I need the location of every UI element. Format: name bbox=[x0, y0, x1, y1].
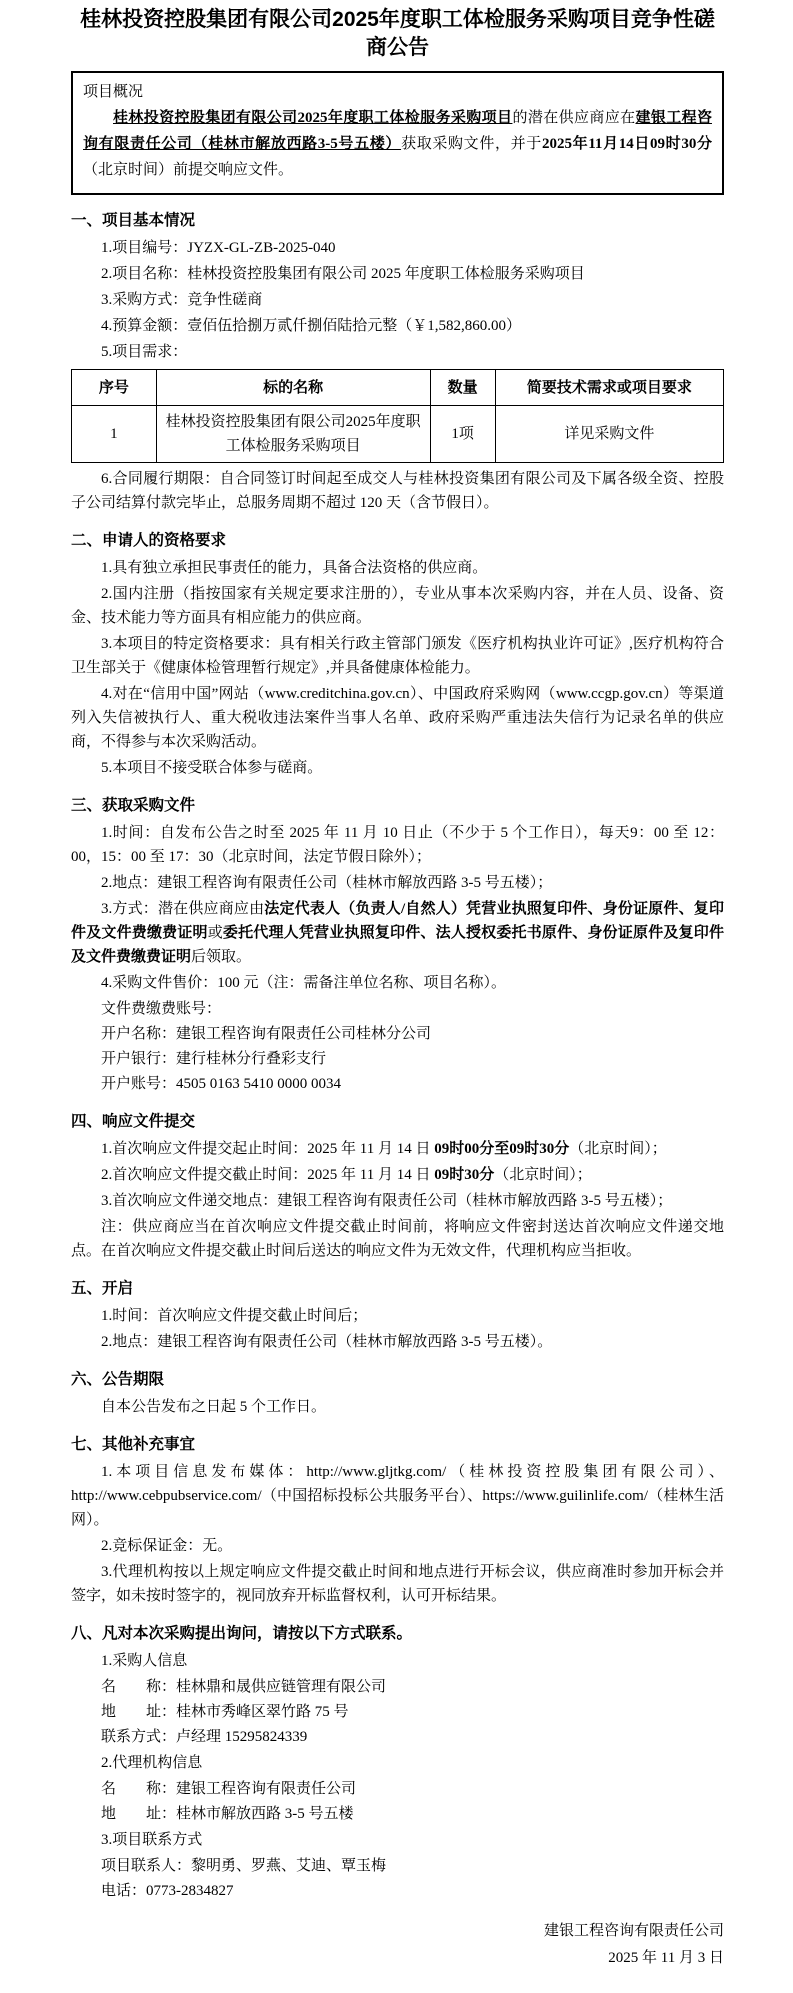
overview-text-2: 获取采购文件，并于 bbox=[401, 136, 542, 152]
project-contact-label: 3.项目联系方式 bbox=[101, 1832, 203, 1848]
table-header-row bbox=[72, 370, 724, 406]
opening-location: 2.地点：建银工程咨询有限责任公司（桂林市解放西路 3-5 号五楼）。 bbox=[101, 1334, 553, 1350]
section-opening bbox=[71, 1277, 724, 1354]
obtain-method-text-3: 后领取。 bbox=[191, 949, 252, 965]
obtain-location: 2.地点：建银工程咨询有限责任公司（桂林市解放西路 3-5 号五楼）； bbox=[101, 875, 553, 891]
buyer-address: 地 址：桂林市秀峰区翠竹路 75 号 bbox=[101, 1704, 349, 1720]
submission-time-range: 09时00分至09时30分 bbox=[434, 1141, 570, 1157]
item-budget-amount: 4.预算金额：壹佰伍拾捌万贰仟捌佰陆拾元整（￥1,582,860.00） bbox=[101, 318, 522, 334]
qualification-item-3: 3.本项目的特定资格要求：具有相关行政主管部门颁发《医疗机构执业许可证》,医疗机构符合卫生部关于《健康体检管理暂行规定》,并具备健康体检能力。 bbox=[71, 636, 724, 676]
fee-account-label: 文件费缴费账号： bbox=[101, 1001, 222, 1017]
section-response-submission-heading: 四、响应文件提交 bbox=[71, 1113, 196, 1130]
section-qualification-heading: 二、申请人的资格要求 bbox=[71, 532, 227, 549]
item-project-number: 1.项目编号：JYZX-GL-ZB-2025-040 bbox=[101, 240, 336, 256]
section-basic-info bbox=[71, 209, 724, 515]
header-requirements: 简要技术需求或项目要求 bbox=[495, 370, 723, 406]
opening-meeting-rule: 3.代理机构按以上规定响应文件提交截止时间和地点进行开标会议，供应商准时参加开标会并签字，如未按时签字的，视同放弃开标监督权利，认可开标结果。 bbox=[71, 1564, 724, 1604]
overview-deadline: 2025年11月14日09时30分 bbox=[541, 136, 712, 152]
table-row bbox=[72, 406, 724, 463]
submission-start-end-time bbox=[71, 1137, 724, 1161]
qualification-item-5: 5.本项目不接受联合体参与磋商。 bbox=[101, 760, 323, 776]
document-price: 4.采购文件售价：100 元（注：需备注单位名称、项目名称）。 bbox=[101, 975, 507, 991]
overview-text-3: （北京时间）前提交响应文件。 bbox=[83, 162, 294, 178]
obtain-method-agent: 委托代理人凭营业执照复印件、法人授权委托书原件、身份证原件及复印件及文件费缴费证明 bbox=[71, 925, 724, 965]
publish-media: 1.本项目信息发布媒体：http://www.gljtkg.com/（桂林投资控股集团有限公司）、http://www.cebpubservice.com/（中国招标投标公共服务平台）、https://www.guilinlife.com/（桂林生活网）。 bbox=[71, 1464, 724, 1528]
qualification-item-1: 1.具有独立承担民事责任的能力，具备合法资格的供应商。 bbox=[101, 560, 488, 576]
account-holder-name: 开户名称：建银工程咨询有限责任公司桂林分公司 bbox=[101, 1026, 432, 1042]
header-serial-number: 序号 bbox=[72, 370, 157, 406]
section-announcement-period-heading: 六、公告期限 bbox=[71, 1371, 165, 1388]
item-contract-period: 6.合同履行期限：自合同签订时间起至成交人与桂林投资集团有限公司及下属各级全资、控股子公司结算付款完毕止，总服务周期不超过 120 天（含节假日）。 bbox=[71, 471, 724, 511]
qualification-item-2: 2.国内注册（指按国家有关规定要求注册的），专业从事本次采购内容，并在人员、设备、资金、技术能力等方面具有相应能力的供应商。 bbox=[71, 586, 724, 626]
section-other-matters-heading: 七、其他补充事宜 bbox=[71, 1436, 196, 1453]
announcement-period-text: 自本公告发布之日起 5 个工作日。 bbox=[101, 1399, 327, 1415]
item-project-name: 2.项目名称：桂林投资控股集团有限公司 2025 年度职工体检服务采购项目 bbox=[101, 266, 585, 282]
project-contacts: 项目联系人：黎明勇、罗燕、艾迪、覃玉梅 bbox=[101, 1858, 387, 1874]
project-phone: 电话：0773-2834827 bbox=[101, 1883, 234, 1899]
section-announcement-period bbox=[71, 1368, 724, 1419]
section-contact bbox=[71, 1622, 724, 1903]
overview-agency-name: 建银工程咨询有限责任公司（桂林市解放西路3-5号五楼） bbox=[83, 110, 712, 152]
signature-date: 2025 年 11 月 3 日 bbox=[608, 1950, 724, 1966]
account-bank: 开户银行：建行桂林分行叠彩支行 bbox=[101, 1051, 327, 1067]
project-overview-box bbox=[71, 71, 724, 195]
obtain-method-text-1: 3.方式：潜在供应商应由 bbox=[101, 901, 265, 917]
deadline-text-2: （北京时间）； bbox=[494, 1167, 592, 1183]
qualification-item-4: 4.对在“信用中国”网站（www.creditchina.gov.cn）、中国政府采购网（www.ccgp.gov.cn）等渠道列入失信被执行人、重大税收违法案件当事人名单、政府采购严重违法失信行为记录名单的供应商，不得参与本次采购活动。 bbox=[71, 686, 724, 750]
obtain-method-text-2: 或 bbox=[207, 925, 223, 941]
cell-quantity: 1项 bbox=[430, 406, 495, 463]
obtain-time: 1.时间：自发布公告之时至 2025 年 11 月 10 日止（不少于 5 个工作日），每天9：00 至 12：00，15：00 至 17：30（北京时间，法定节假日除外）； bbox=[71, 825, 724, 865]
overview-text-1: 的潜在供应商应在 bbox=[512, 110, 636, 126]
agency-info-label: 2.代理机构信息 bbox=[101, 1755, 203, 1771]
agency-name: 名 称：建银工程咨询有限责任公司 bbox=[101, 1781, 357, 1797]
obtain-method-legal-rep: 法定代表人（负责人/自然人）凭营业执照复印件、身份证原件、复印件及文件费缴费证明 bbox=[71, 901, 724, 941]
bid-deposit: 2.竞标保证金：无。 bbox=[101, 1538, 233, 1554]
overview-label: 项目概况 bbox=[83, 84, 144, 100]
overview-paragraph bbox=[83, 105, 712, 183]
section-obtain-documents bbox=[71, 794, 724, 1096]
section-qualification bbox=[71, 529, 724, 780]
submission-location: 3.首次响应文件递交地点：建银工程咨询有限责任公司（桂林市解放西路 3-5 号五楼）； bbox=[101, 1193, 673, 1209]
submission-time-text-1: 1.首次响应文件提交起止时间：2025 年 11 月 14 日 bbox=[101, 1141, 435, 1157]
buyer-contact: 联系方式：卢经理 15295824339 bbox=[101, 1729, 308, 1745]
cell-serial-number: 1 bbox=[72, 406, 157, 463]
submission-note: 注：供应商应当在首次响应文件提交截止时间前，将响应文件密封送达首次响应文件递交地点。在首次响应文件提交截止时间后送达的响应文件为无效文件，代理机构应当拒收。 bbox=[71, 1219, 724, 1259]
cell-requirements: 详见采购文件 bbox=[495, 406, 723, 463]
item-project-demand: 5.项目需求： bbox=[101, 344, 188, 360]
buyer-info-label: 1.采购人信息 bbox=[101, 1653, 188, 1669]
submission-deadline bbox=[71, 1163, 724, 1187]
deadline-time: 09时30分 bbox=[434, 1167, 495, 1183]
buyer-name: 名 称：桂林鼎和晟供应链管理有限公司 bbox=[101, 1679, 387, 1695]
requirement-table bbox=[71, 369, 724, 463]
agency-address: 地 址：桂林市解放西路 3-5 号五楼 bbox=[101, 1806, 354, 1822]
cell-subject-name: 桂林投资控股集团有限公司2025年度职工体检服务采购项目 bbox=[156, 406, 430, 463]
signature-org: 建银工程咨询有限责任公司 bbox=[543, 1923, 724, 1939]
header-quantity: 数量 bbox=[430, 370, 495, 406]
overview-project-name: 桂林投资控股集团有限公司2025年度职工体检服务采购项目 bbox=[113, 110, 513, 126]
section-contact-heading: 八、凡对本次采购提出询问，请按以下方式联系。 bbox=[71, 1625, 413, 1642]
section-opening-heading: 五、开启 bbox=[71, 1280, 134, 1297]
section-obtain-documents-heading: 三、获取采购文件 bbox=[71, 797, 196, 814]
page-title: 桂林投资控股集团有限公司2025年度职工体检服务采购项目竞争性磋商公告 bbox=[80, 8, 715, 59]
submission-time-text-2: （北京时间）； bbox=[569, 1141, 667, 1157]
section-response-submission bbox=[71, 1110, 724, 1263]
section-basic-info-heading: 一、项目基本情况 bbox=[71, 212, 196, 229]
obtain-method bbox=[71, 897, 724, 969]
account-number: 开户账号：4505 0163 5410 0000 0034 bbox=[101, 1076, 342, 1092]
opening-time: 1.时间：首次响应文件提交截止时间后； bbox=[101, 1308, 368, 1324]
header-subject-name: 标的名称 bbox=[156, 370, 430, 406]
section-other-matters bbox=[71, 1433, 724, 1608]
signature-block bbox=[71, 1919, 724, 1970]
item-procurement-method: 3.采购方式：竞争性磋商 bbox=[101, 292, 263, 308]
deadline-text-1: 2.首次响应文件提交截止时间：2025 年 11 月 14 日 bbox=[101, 1167, 435, 1183]
